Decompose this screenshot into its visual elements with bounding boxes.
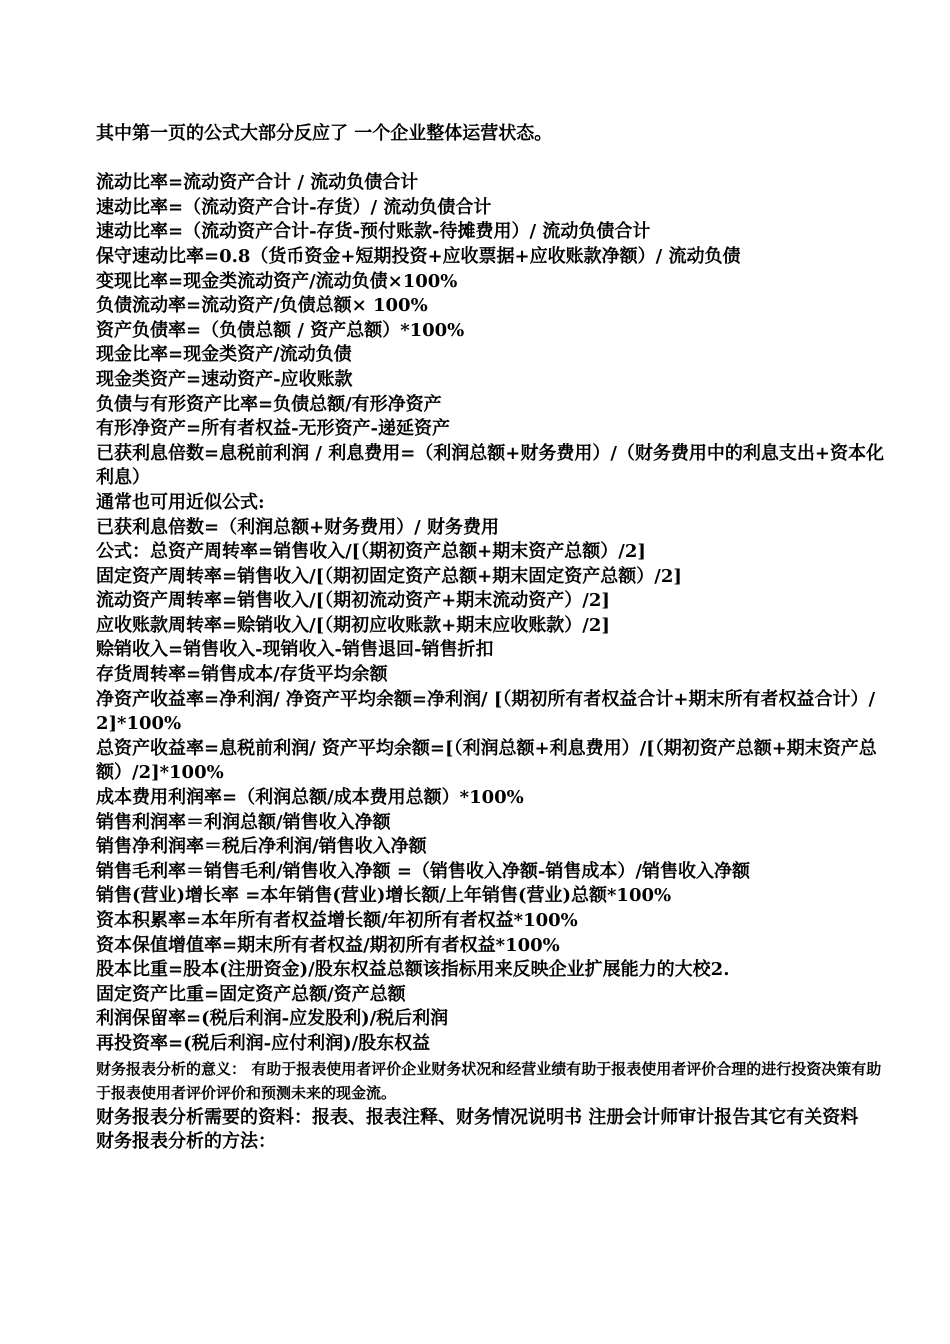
formula-retention-ratio: 利润保留率=(税后利润-应发股利)/税后利润 — [96, 1008, 449, 1030]
formula-sales-growth: 销售(营业)增长率 =本年销售(营业)增长额/上年销售(营业)总额*100% — [96, 885, 672, 907]
formula-cash-ratio: 现金比率=现金类资产/流动负债 — [96, 344, 352, 366]
formula-inventory-turnover: 存货周转率=销售成本/存货平均余额 — [96, 664, 388, 686]
formula-capital-preservation: 资本保值增值率=期末所有者权益/期初所有者权益*100% — [96, 934, 560, 956]
formula-liquidity-ratio: 变现比率=现金类流动资产/流动负债×100% — [96, 270, 458, 292]
formula-interest-coverage: 已获利息倍数=息税前利润 / 利息费用=（利润总额+财务费用）/（财务费用中的利息支出+资本化利息） — [96, 442, 885, 489]
formula-quick-ratio-strict: 速动比率=（流动资产合计-存货-预付账款-待摊费用）/ 流动负债合计 — [96, 221, 651, 243]
formula-quick-ratio: 速动比率=（流动资产合计-存货）/ 流动负债合计 — [96, 196, 492, 218]
analysis-materials: 财务报表分析需要的资料：报表、报表注释、财务情况说明书 注册会计师审计报告其它有关资料 — [96, 1106, 859, 1128]
formula-receivables-turnover: 应收账款周转率=赊销收入/[（期初应收账款+期末应收账款）/2] — [96, 614, 610, 636]
formula-total-asset-turnover: 公式：总资产周转率=销售收入/[（期初资产总额+期末资产总额）/2] — [96, 541, 646, 563]
analysis-methods: 财务报表分析的方法： — [96, 1131, 276, 1153]
formula-debt-current-ratio: 负债流动率=流动资产/负债总额× 100% — [96, 295, 428, 317]
formula-conservative-quick-ratio: 保守速动比率=0.8（货币资金+短期投资+应收票据+应收账款净额）/ 流动负债 — [96, 245, 741, 267]
formula-fixed-asset-turnover: 固定资产周转率=销售收入/[（期初固定资产总额+期末固定资产总额）/2] — [96, 565, 682, 587]
formula-roa: 总资产收益率=息税前利润/ 资产平均余额=[（利润总额+利息费用）/[（期初资产总额+期末资产总额）/2]*100% — [96, 737, 877, 784]
intro-line: 其中第一页的公式大部分反应了 一个企业整体运营状态。 — [96, 123, 553, 144]
formula-debt-asset-ratio: 资产负债率=（负债总额 / 资产总额）*100% — [96, 319, 465, 341]
formula-interest-coverage-approx: 已获利息倍数=（利润总额+财务费用）/ 财务费用 — [96, 516, 500, 538]
formula-roe: 净资产收益率=净利润/ 净资产平均余额=净利润/ [（期初所有者权益合计+期末所有者权益合计）/2]*100% — [96, 688, 876, 735]
formula-current-asset-turnover: 流动资产周转率=销售收入/[（期初流动资产+期末流动资产）/2] — [96, 590, 610, 612]
formula-net-profit-margin: 销售净利润率＝税后净利润/销售收入净额 — [96, 836, 427, 858]
formula-cash-assets: 现金类资产=速动资产-应收账款 — [96, 368, 353, 390]
formula-current-ratio: 流动比率=流动资产合计 / 流动负债合计 — [96, 172, 419, 194]
approx-formula-note: 通常也可用近似公式: — [96, 491, 265, 513]
formula-debt-tangible-ratio: 负债与有形资产比率=负债总额/有形净资产 — [96, 393, 442, 415]
formula-reinvestment-ratio: 再投资率=(税后利润-应付利润)/股东权益 — [96, 1032, 431, 1054]
formula-capital-accumulation: 资本积累率=本年所有者权益增长额/年初所有者权益*100% — [96, 910, 578, 931]
formula-sales-profit-ratio: 销售利润率＝利润总额/销售收入净额 — [96, 811, 391, 833]
formula-gross-margin: 销售毛利率＝销售毛利/销售收入净额 =（销售收入净额-销售成本）/销售收入净额 — [96, 860, 750, 882]
blank-line — [96, 147, 886, 172]
formula-fixed-asset-ratio: 固定资产比重=固定资产总额/资产总额 — [96, 983, 406, 1005]
formula-share-capital-ratio: 股本比重=股本(注册资金)/股东权益总额该指标用来反映企业扩展能力的大校2. — [96, 959, 730, 981]
document-body — [96, 122, 886, 1155]
formula-cost-profit-ratio: 成本费用利润率=（利润总额/成本费用总额）*100% — [96, 787, 524, 809]
formula-credit-sales: 赊销收入=销售收入-现销收入-销售退回-销售折扣 — [96, 639, 494, 661]
analysis-significance: 财务报表分析的意义： 有助于报表使用者评价企业财务状况和经营业绩有助于报表使用者评价合理的进行投资决策有助于报表使用者评价评价和预测未来的现金流。 — [96, 1059, 882, 1103]
formula-tangible-net-assets: 有形净资产=所有者权益-无形资产-递延资产 — [96, 418, 451, 440]
